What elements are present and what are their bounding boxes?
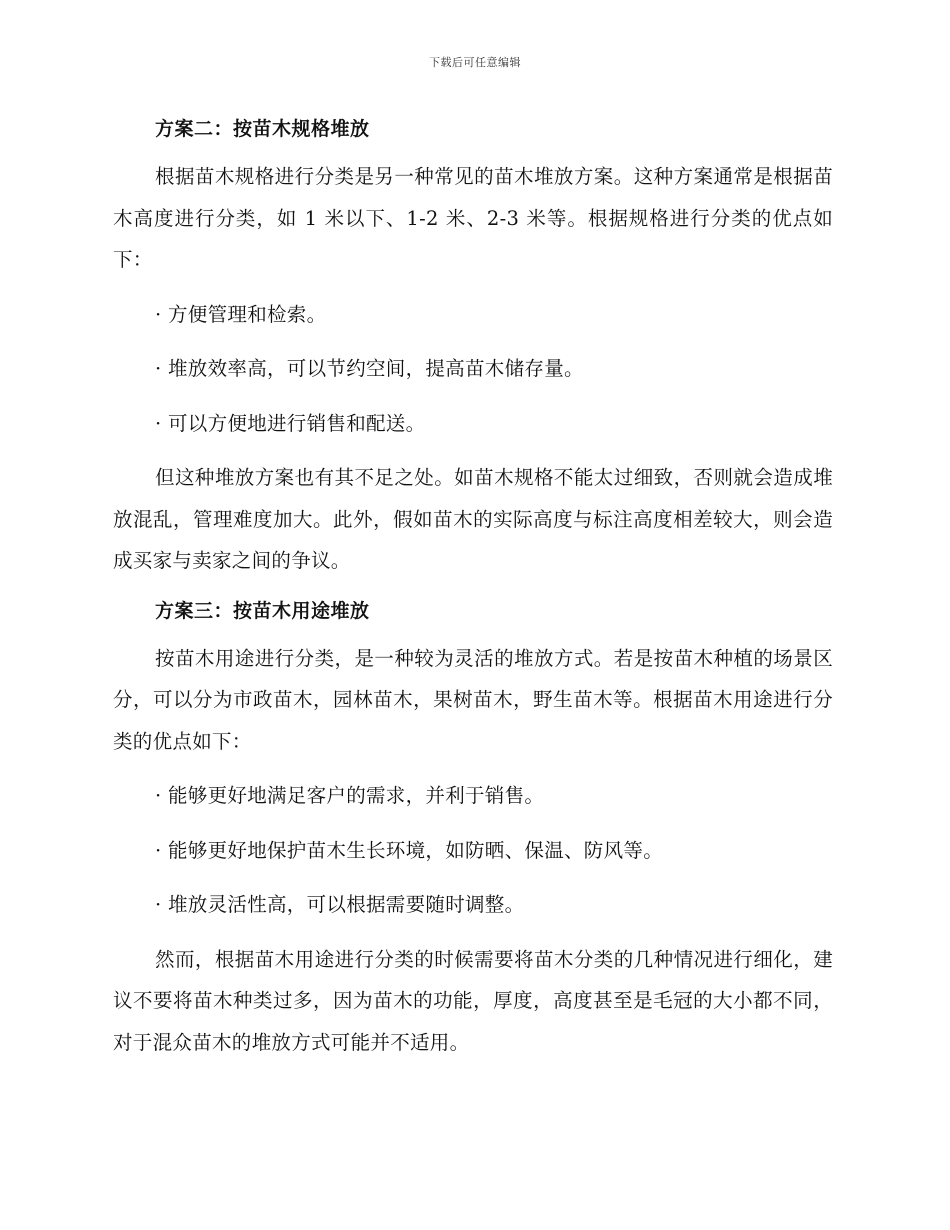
document-body xyxy=(113,104,833,1071)
bullet-item: · 能够更好地保护苗木生长环境，如防晒、保温、防风等。 xyxy=(155,838,663,862)
bullet-item: · 能够更好地满足客户的需求，并利于销售。 xyxy=(155,784,545,807)
paragraph-plan-three-intro: 按苗木用途进行分类，是一种较为灵活的堆放方式。若是按苗木种植的场景区分，可以分为市政苗木，园林苗木，果树苗木，野生苗木等。根据苗木用途进行分类的优点如下： xyxy=(113,646,833,753)
bullet-item: · 堆放效率高，可以节约空间，提高苗木储存量。 xyxy=(155,357,584,380)
section-heading-plan-two: 方案二：按苗木规格堆放 xyxy=(155,118,370,140)
page-header: 下载后可任意编辑 xyxy=(429,56,521,69)
section-heading-plan-three: 方案三：按苗木用途堆放 xyxy=(155,599,370,622)
bullet-item: · 方便管理和检索。 xyxy=(155,302,327,326)
bullet-item: · 堆放灵活性高，可以根据需要随时调整。 xyxy=(155,893,525,916)
paragraph-plan-two-drawback: 但这种堆放方案也有其不足之处。如苗木规格不能太过细致，否则就会造成堆放混乱，管理难度加大。此外，假如苗木的实际高度与标注高度相差较大，则会造成买家与卖家之间的争议。 xyxy=(113,466,833,572)
paragraph-plan-three-drawback: 然而，根据苗木用途进行分类的时候需要将苗木分类的几种情况进行细化，建议不要将苗木种类过多，因为苗木的功能，厚度，高度甚至是毛冠的大小都不同，对于混众苗木的堆放方式可能并不适用。 xyxy=(113,947,833,1054)
paragraph-plan-two-intro: 根据苗木规格进行分类是另一种常见的苗木堆放方案。这种方案通常是根据苗木高度进行分类，如 1 米以下、1-2 米、2-3 米等。根据规格进行分类的优点如下： xyxy=(113,165,833,271)
bullet-item: · 可以方便地进行销售和配送。 xyxy=(155,411,426,435)
